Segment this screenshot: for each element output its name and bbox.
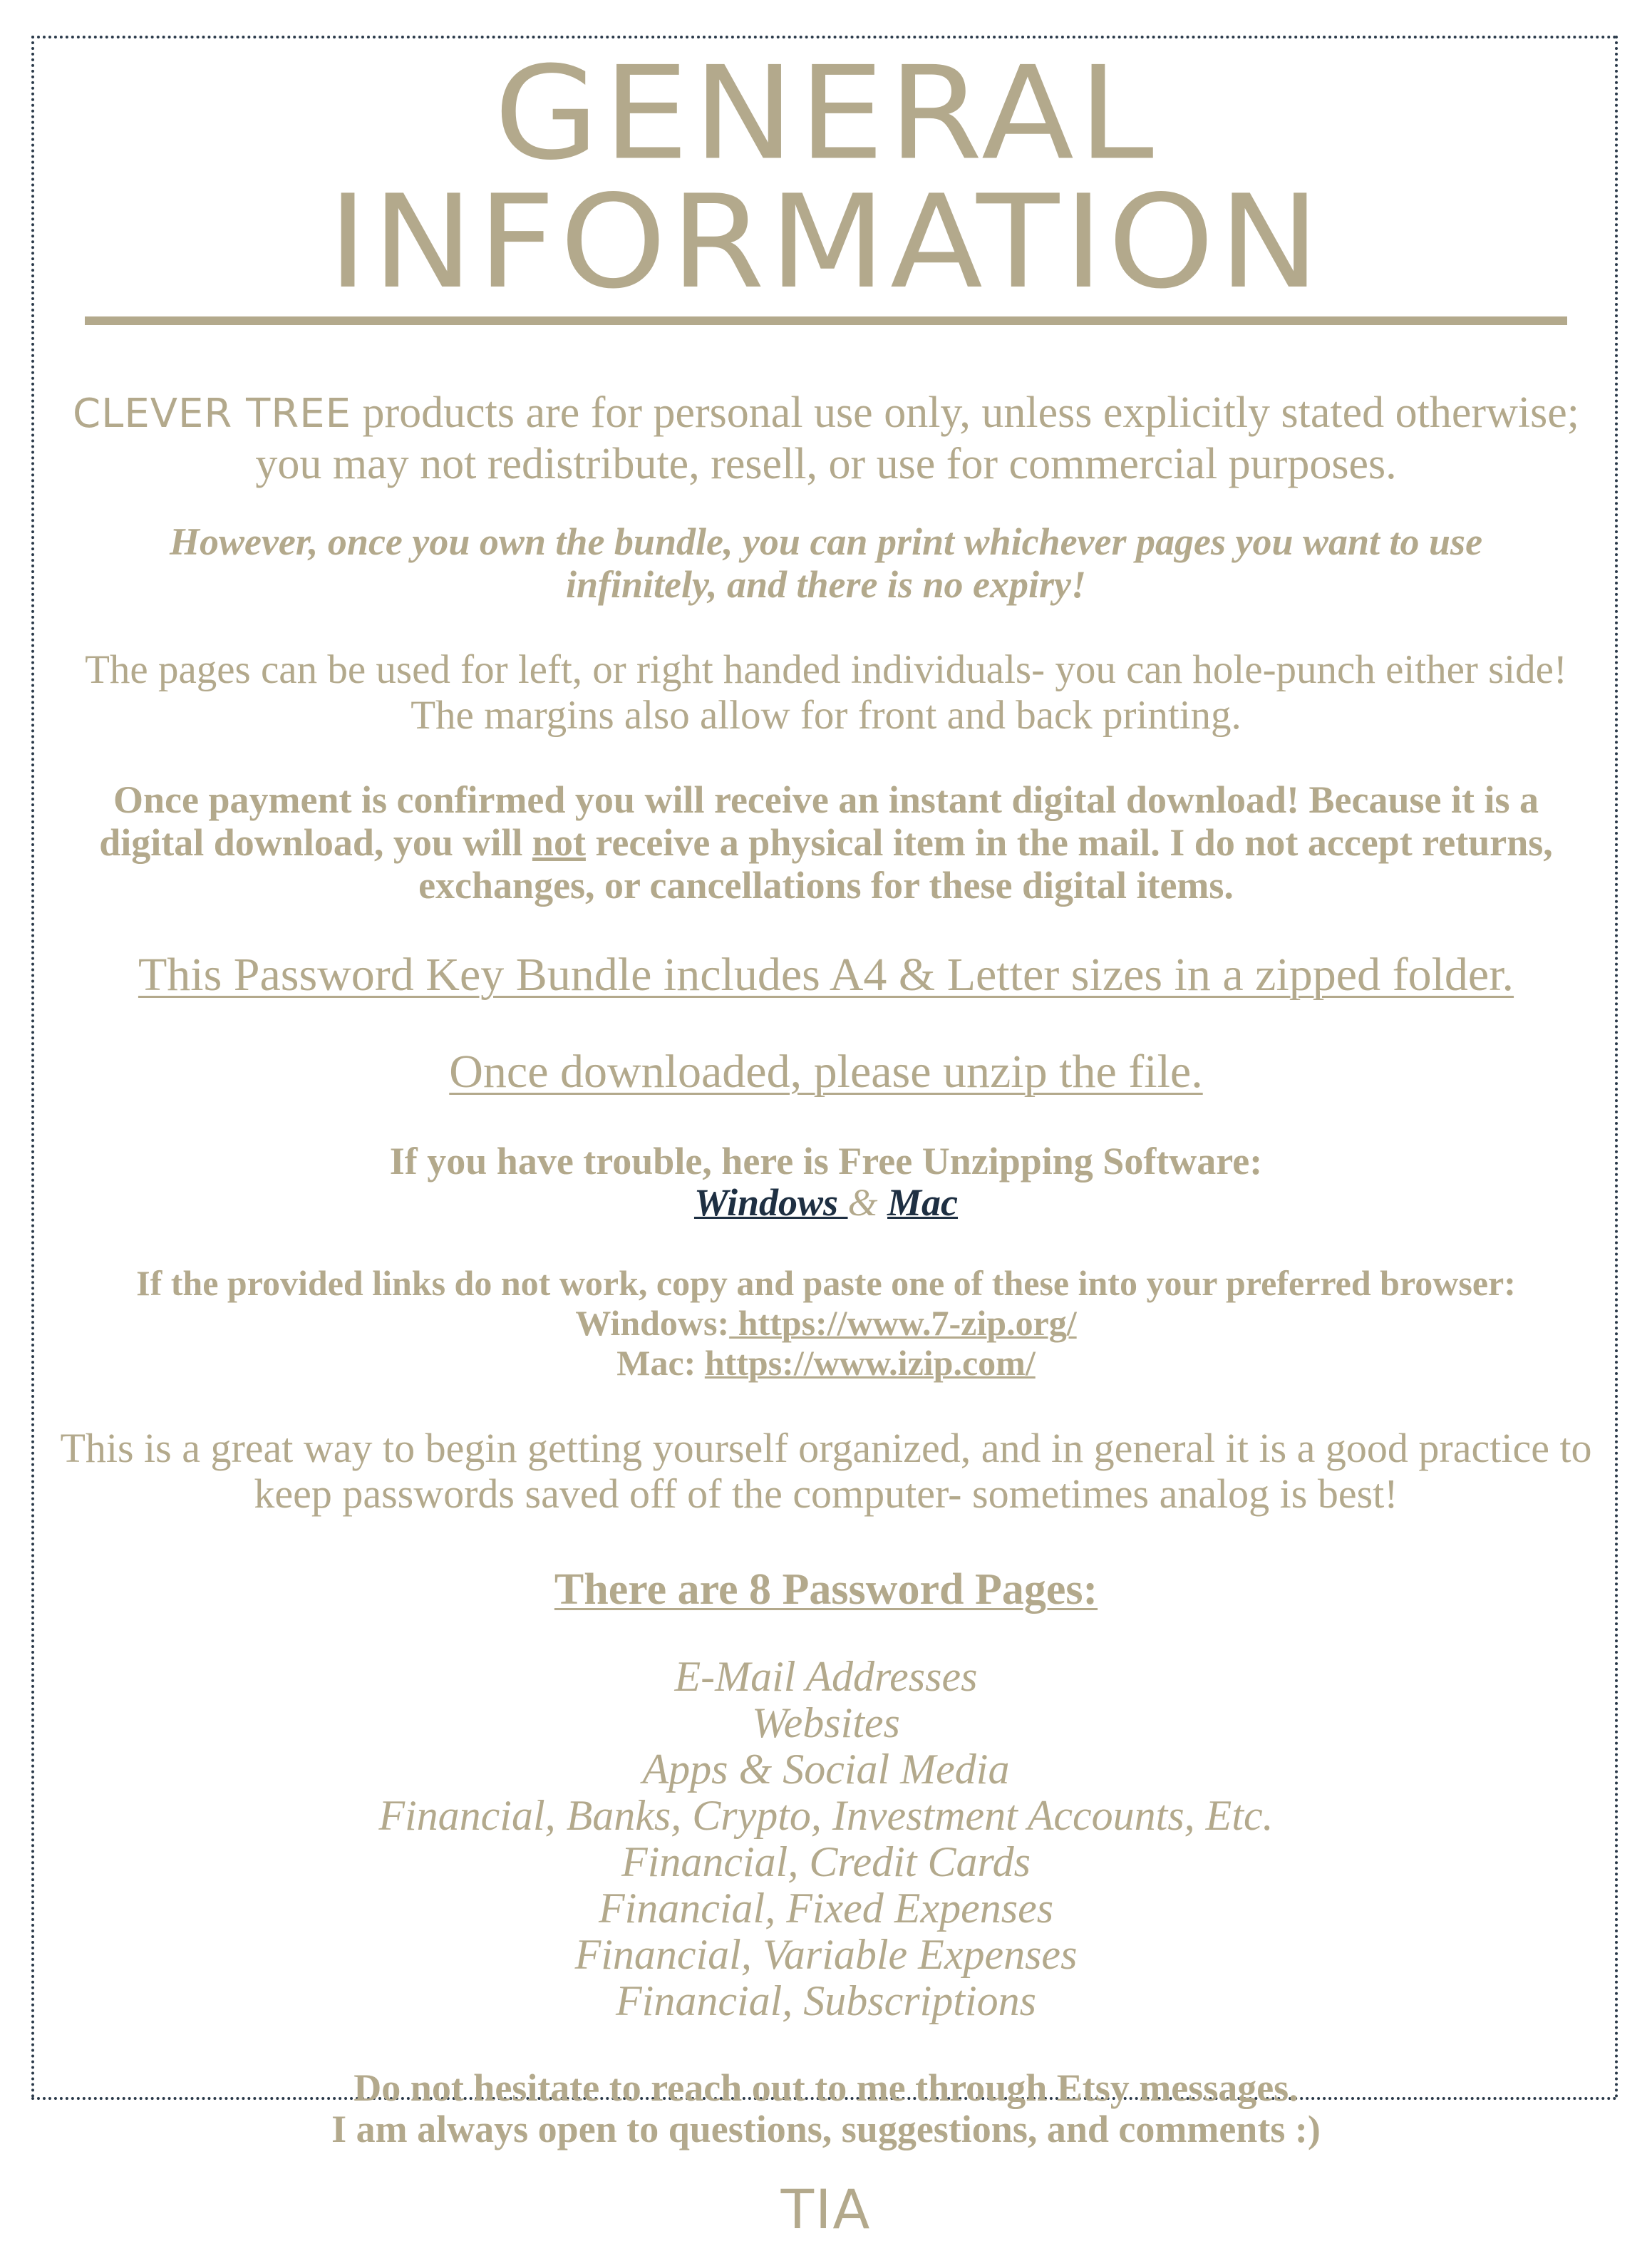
document-body bbox=[43, 38, 1609, 2241]
pages-list bbox=[43, 1654, 1609, 2024]
windows-label: Windows: bbox=[575, 1303, 730, 1343]
payment-line-3: exchanges, or cancellations for these digital items. bbox=[418, 864, 1234, 907]
ownership-line-1: However, once you own the bundle, you can print whichever pages you want to use bbox=[169, 520, 1483, 563]
mac-label: Mac: bbox=[616, 1343, 705, 1383]
payment-not-word: not bbox=[532, 821, 586, 864]
windows-link[interactable]: Windows bbox=[693, 1181, 848, 1224]
ownership-paragraph bbox=[43, 520, 1609, 606]
brand-name: CLEVER TREE bbox=[73, 391, 352, 437]
organized-paragraph bbox=[43, 1426, 1609, 1517]
fallback-heading: If the provided links do not work, copy and paste one of these into your preferred browser: bbox=[136, 1263, 1516, 1303]
software-links bbox=[43, 1182, 1609, 1223]
list-item: Financial, Banks, Crypto, Investment Accounts, Etc. bbox=[378, 1792, 1274, 1839]
handedness-line-1: The pages can be used for left, or right handed individuals- you can hole-punch either side! bbox=[85, 647, 1567, 692]
handedness-line-2: The margins also allow for front and back printing. bbox=[411, 693, 1241, 738]
payment-line-2a: digital download, you will bbox=[99, 821, 532, 864]
contact-line-2: I am always open to questions, suggestions, and comments :) bbox=[331, 2108, 1321, 2150]
fallback-paragraph bbox=[43, 1263, 1609, 1383]
windows-url-link[interactable]: https://www.7-zip.org/ bbox=[729, 1303, 1077, 1343]
handedness-paragraph bbox=[43, 647, 1609, 738]
list-item: Financial, Variable Expenses bbox=[574, 1931, 1078, 1978]
list-item: Financial, Fixed Expenses bbox=[598, 1885, 1054, 1932]
contact-line-1: Do not hesitate to reach out to me through Etsy messages. bbox=[353, 2066, 1299, 2109]
fallback-windows bbox=[43, 1303, 1609, 1343]
usage-line-1 bbox=[43, 388, 1609, 439]
pages-heading: There are 8 Password Pages: bbox=[554, 1565, 1098, 1614]
signature: TIA bbox=[780, 2178, 872, 2241]
payment-line-2b: receive a physical item in the mail. I do not accept returns, bbox=[585, 821, 1553, 864]
payment-line-2 bbox=[43, 821, 1609, 864]
fallback-mac bbox=[43, 1343, 1609, 1383]
mac-url-link[interactable]: https://www.izip.com/ bbox=[704, 1343, 1036, 1383]
contact-paragraph bbox=[43, 2067, 1609, 2150]
software-paragraph bbox=[43, 1140, 1609, 1223]
organized-line-2: keep passwords saved off of the computer- sometimes analog is best! bbox=[254, 1470, 1398, 1517]
list-item: Financial, Subscriptions bbox=[616, 1977, 1036, 2024]
list-item: Financial, Credit Cards bbox=[621, 1838, 1031, 1885]
title-underline bbox=[85, 38, 1567, 325]
usage-line-2: you may not redistribute, resell, or use for commercial purposes. bbox=[255, 440, 1397, 488]
page-title: GENERAL INFORMATION bbox=[328, 38, 1324, 317]
payment-line-1: Once payment is confirmed you will receive an instant digital download! Because it is a bbox=[113, 778, 1539, 821]
usage-paragraph bbox=[43, 388, 1609, 489]
bundle-note: This Password Key Bundle includes A4 & Letter sizes in a zipped folder. bbox=[138, 949, 1514, 1001]
unzip-note: Once downloaded, please unzip the file. bbox=[449, 1046, 1203, 1098]
organized-line-1: This is a great way to begin getting yourself organized, and in general it is a good practice to bbox=[60, 1425, 1592, 1471]
usage-line-1-text: products are for personal use only, unless explicitly stated otherwise; bbox=[351, 388, 1579, 437]
payment-paragraph bbox=[43, 778, 1609, 907]
ampersand: & bbox=[847, 1181, 878, 1224]
software-heading: If you have trouble, here is Free Unzipping Software: bbox=[389, 1140, 1263, 1183]
ownership-line-2: infinitely, and there is no expiry! bbox=[565, 563, 1087, 606]
list-item: Apps & Social Media bbox=[642, 1746, 1010, 1793]
mac-link[interactable]: Mac bbox=[887, 1181, 959, 1224]
list-item: Websites bbox=[752, 1699, 900, 1746]
list-item: E-Mail Addresses bbox=[674, 1653, 978, 1700]
